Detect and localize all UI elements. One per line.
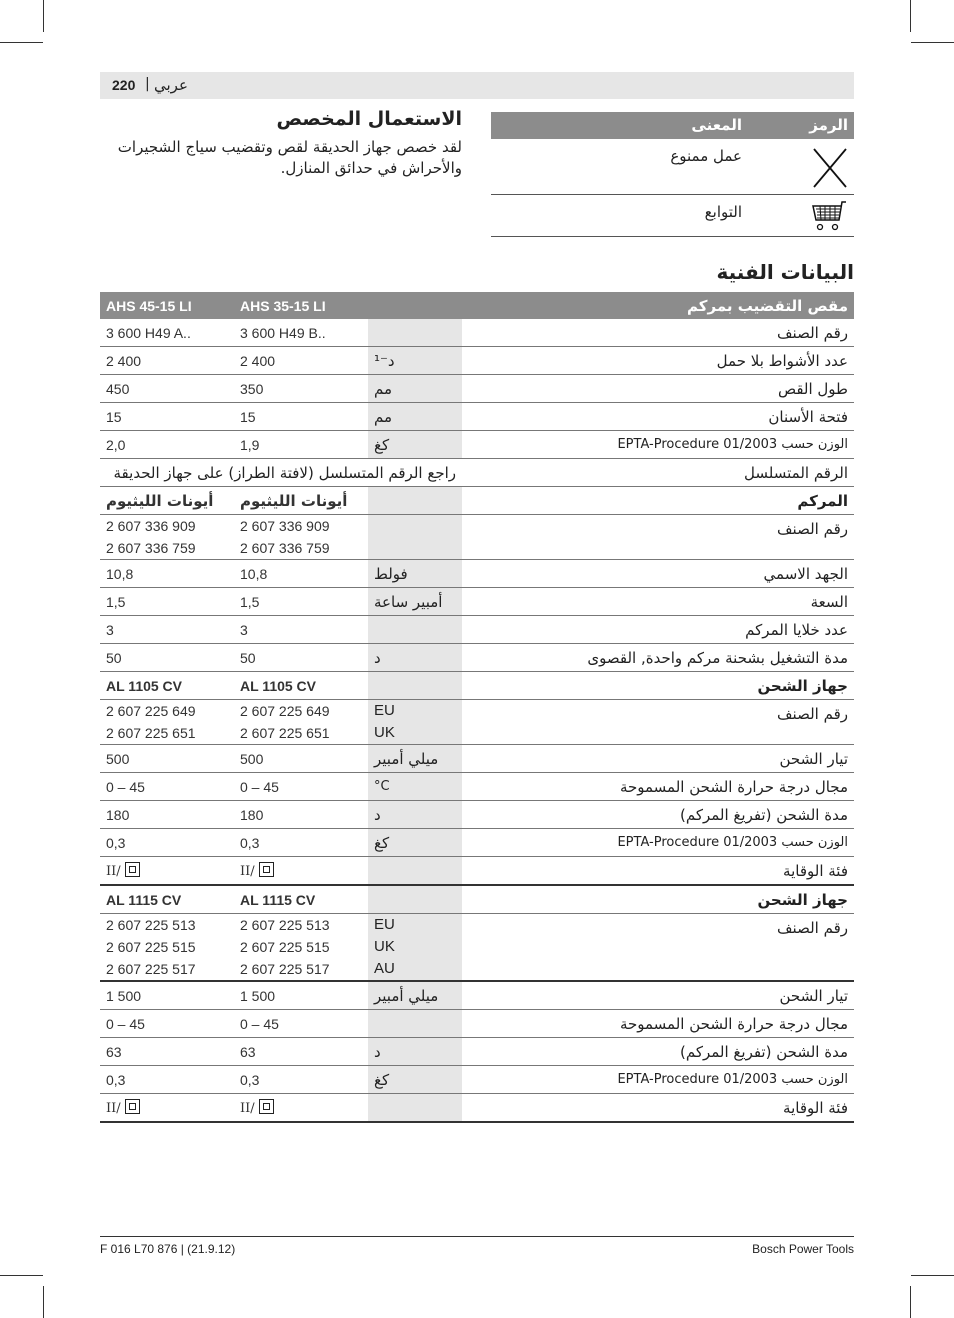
table-row: 0,3 0,3 كغ الوزن حسب EPTA-Procedure 01/2003 [100,1066,854,1094]
symbols-header [491,112,854,139]
table-row: 2 607 336 909 2 607 336 759 2 607 336 909 2 607 336 759 رقم الصنف [100,515,854,560]
table-row: 180 180 د مدة الشحن (تفريغ المركم) [100,801,854,829]
table-row: 2,0 1,9 كغ الوزن حسب EPTA-Procedure 01/2003 [100,431,854,459]
charger-section-header: AL 1115 CV AL 1115 CV جهاز الشحن [100,885,854,914]
header-separator: | [145,76,150,92]
table-row: 2 607 225 513 2 607 225 515 2 607 225 517 2 607 225 513 2 607 225 515 2 607 225 517 EU UK AU رقم الصنف [100,914,854,982]
footer-divider [100,1236,854,1237]
table-row: 2 607 225 649 2 607 225 651 2 607 225 649 2 607 225 651 EU UK رقم الصنف [100,700,854,745]
crop-mark [910,0,911,32]
double-insulation-icon [125,862,140,877]
meaning-column-header: المعنى [691,116,742,134]
crop-mark [910,1286,911,1318]
technical-data-table [100,292,854,1123]
protection-class-value: II [240,863,251,879]
table-row: 0 – 45 0 – 45 °C مجال درجة حرارة الشحن المسموحة [100,773,854,801]
table-row: راجع الرقم المتسلسل (لافتة الطراز) على جهاز الحديقة الرقم المتسلسل [100,459,854,487]
double-insulation-icon [125,1099,140,1114]
forbidden-action-icon [812,147,848,193]
crop-mark [43,0,44,32]
intended-use-text: لقد خصص جهاز الحديقة لقص وتقضيب سياج الشجيرات والأحراش في حدائق المنازل. [117,138,462,177]
table-row: 15 15 مم فتحة الأسنان [100,403,854,431]
table-row: 1,5 1,5 أمبير ساعة السعة [100,588,854,616]
symbols-table [491,112,854,237]
table-row: 10,8 10,8 فولط الجهد الاسمي [100,560,854,588]
protection-class-value: II [240,1100,251,1116]
symbol-column-header: الرمز [809,116,848,134]
table-row: 3 600 H49 A.. 3 600 H49 B.. رقم الصنف [100,319,854,347]
intended-use-title: الاستعمال المخصص [276,108,462,130]
serial-note: راجع الرقم المتسلسل (لافتة الطراز) على جهاز الحديقة [100,459,462,487]
charger-section-header: AL 1105 CV AL 1105 CV جهاز الشحن [100,672,854,700]
table-row: 1 500 1 500 ميلي أمبير تيار الشحن [100,981,854,1010]
table-row: II/ II/ فئة الوقاية [100,1094,854,1123]
table-row: 450 350 مم طول القص [100,375,854,403]
technical-data-title: البيانات الفنية [716,260,854,284]
symbol-row [491,139,854,195]
symbol-meaning: عمل ممنوع [670,147,742,165]
table-row: 2 400 2 400 د⁻¹ عدد الأشواط بلا حمل [100,347,854,375]
table-header-row [100,292,854,319]
footer-doc-id: F 016 L70 876 | (21.9.12) [100,1242,236,1256]
shopping-cart-icon [810,200,848,236]
symbol-row [491,195,854,237]
product-header: مقص التقضيب بمركم [462,292,854,319]
table-row: II/ II/ فئة الوقاية [100,857,854,886]
model-header: AHS 45-15 LI [100,292,234,319]
language-label: عربي [154,76,188,94]
crop-mark [0,42,43,43]
table-row: 50 50 د مدة التشغيل بشحنة مركم واحدة, القصوى [100,644,854,672]
table-row: 0 – 45 0 – 45 مجال درجة حرارة الشحن المسموحة [100,1010,854,1038]
crop-mark [0,1275,43,1276]
footer-brand: Bosch Power Tools [752,1242,854,1256]
double-insulation-icon [259,1099,274,1114]
model-header: AHS 35-15 LI [234,292,368,319]
protection-class-value: II [106,863,117,879]
double-insulation-icon [259,862,274,877]
table-row: 3 3 عدد خلايا المركم [100,616,854,644]
crop-mark [911,1275,954,1276]
symbol-meaning: التوابع [704,203,742,221]
crop-mark [911,42,954,43]
battery-section-header: أيونات الليثيوم أيونات الليثيوم المركم [100,487,854,515]
page-number: 220 [112,77,136,93]
crop-mark [43,1286,44,1318]
protection-class-value: II [106,1100,117,1116]
table-row: 0,3 0,3 كغ الوزن حسب EPTA-Procedure 01/2003 [100,829,854,857]
page-header [100,72,854,99]
table-row: 63 63 د مدة الشحن (تفريغ المركم) [100,1038,854,1066]
table-row: 500 500 ميلي أمبير تيار الشحن [100,745,854,773]
